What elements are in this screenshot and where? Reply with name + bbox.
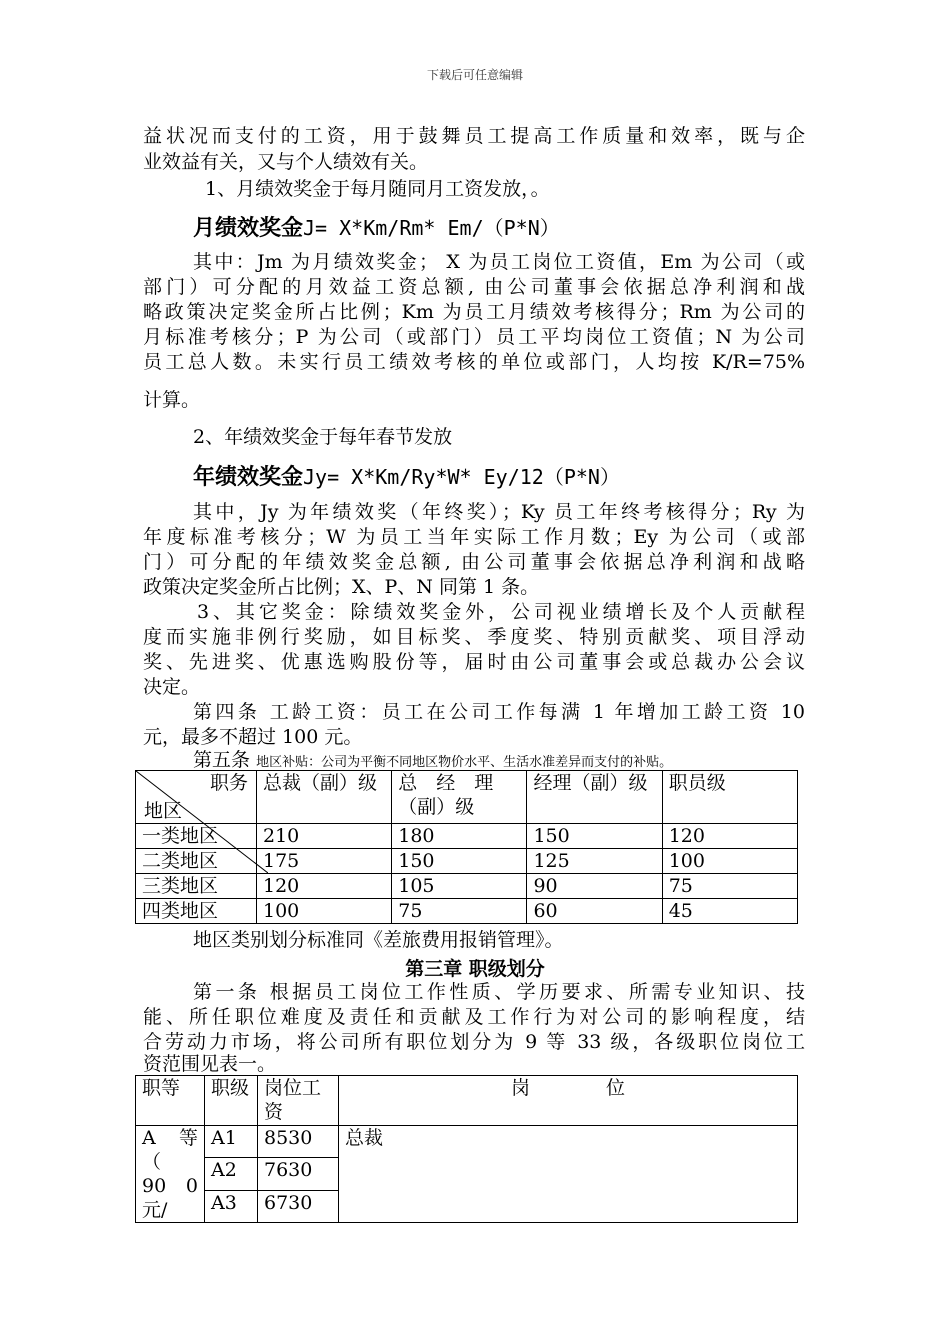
diagonal-header-cell	[136, 771, 257, 824]
paragraph-line: 合劳动力市场，将公司所有职位划分为 9 等 33 级，各级职位岗位工	[143, 1031, 805, 1053]
salary-cell: 6730	[258, 1190, 339, 1222]
column-header: 总 经 理（副）级	[392, 771, 527, 824]
paragraph-line: 月标准考核分；P 为公司（或部门）员工平均岗位工资值；N 为公司	[143, 326, 805, 348]
paragraph-line: 年度标准考核分；W 为员工当年实际工作月数；Ey 为公司（或部	[143, 526, 805, 548]
table-header-row	[136, 1076, 798, 1126]
value-cell: 75	[662, 874, 797, 899]
value-cell: 105	[392, 874, 527, 899]
paragraph-line: 第一条 根据员工岗位工作性质、学历要求、所需专业知识、技	[193, 981, 805, 1003]
table-row	[136, 874, 798, 899]
region-allowance-table	[135, 770, 798, 924]
value-cell: 120	[257, 874, 392, 899]
paragraph-line: 业效益有关，又与个人绩效有关。	[143, 151, 429, 173]
paragraph-line: 度而实施非例行奖励，如目标奖、季度奖、特别贡献奖、项目浮动	[143, 626, 805, 648]
formula-monthly	[193, 211, 560, 242]
value-cell: 120	[662, 824, 797, 849]
value-cell: 175	[257, 849, 392, 874]
column-header: 总裁（副）级	[257, 771, 392, 824]
paragraph-line: 决定。	[143, 676, 201, 698]
job-grade-table	[135, 1075, 798, 1223]
formula-expression: Jy= X*Km/Ry*W* Ey/12（P*N）	[303, 465, 620, 489]
article-text: 地区补贴：公司为平衡不同地区物价水平、生活水准差异而支付的补贴。	[256, 755, 673, 770]
column-header: 岗 位	[339, 1076, 798, 1126]
paragraph-line: 其中，Jy 为年绩效奖（年终奖）；Ky 员工年终考核得分；Ry 为	[193, 501, 805, 523]
value-cell: 125	[527, 849, 662, 874]
salary-cell: 7630	[258, 1158, 339, 1190]
value-cell: 100	[257, 899, 392, 924]
page-header: 下载后可任意编辑	[426, 68, 523, 82]
value-cell: 150	[392, 849, 527, 874]
post-cell: 总裁	[339, 1126, 798, 1223]
paragraph-line: 门）可分配的年绩效奖金总额, 由公司董事会依据总净利润和战略	[143, 551, 805, 573]
value-cell: 210	[257, 824, 392, 849]
formula-label: 年绩效奖金	[193, 465, 304, 490]
value-cell: 45	[662, 899, 797, 924]
value-cell: 60	[527, 899, 662, 924]
article-title: 第五条	[193, 749, 251, 771]
paragraph-line: 政策决定奖金所占比例；X、P、N 同第 1 条。	[143, 576, 540, 598]
chapter-title: 第三章 职级划分	[405, 958, 545, 980]
paragraph-line: 奖、先进奖、优惠选购股份等，届时由公司董事会或总裁办公会议	[143, 651, 805, 673]
table-row	[136, 1126, 798, 1158]
column-header: 岗位工资	[258, 1076, 339, 1126]
column-header: 职员级	[662, 771, 797, 824]
paragraph-line: 其中：Jm 为月绩效奖金； X 为员工岗位工资值，Em 为公司（或	[193, 251, 805, 273]
region-cell: 四类地区	[136, 899, 257, 924]
table-row	[136, 899, 798, 924]
column-header: 职级	[205, 1076, 258, 1126]
paragraph-line: 1、月绩效奖金于每月随同月工资发放，。	[205, 178, 550, 200]
salary-cell: 8530	[258, 1126, 339, 1158]
paragraph-line: 部门）可分配的月效益工资总额, 由公司董事会依据总净利润和战	[143, 276, 805, 298]
region-cell: 一类地区	[136, 824, 257, 849]
column-header: 经理（副）级	[527, 771, 662, 824]
paragraph-line: 资范围见表一。	[143, 1053, 277, 1075]
header-region: 地区	[144, 800, 183, 822]
paragraph-line: 计算。	[143, 389, 201, 411]
formula-yearly	[193, 460, 620, 491]
level-cell: A1	[205, 1126, 258, 1158]
region-cell: 二类地区	[136, 849, 257, 874]
paragraph-line: 元，最多不超过 100 元。	[143, 726, 363, 748]
value-cell: 180	[392, 824, 527, 849]
value-cell: 150	[527, 824, 662, 849]
paragraph-line: 2、年绩效奖金于每年春节发放	[193, 426, 453, 448]
formula-label: 月绩效奖金	[193, 216, 304, 241]
level-cell: A3	[205, 1190, 258, 1222]
paragraph-line: 益状况而支付的工资，用于鼓舞员工提高工作质量和效率，既与企	[143, 125, 805, 147]
paragraph-line: 能、所任职位难度及责任和贡献及工作行为对公司的影响程度，结	[143, 1006, 805, 1028]
grade-cell: A 等（ 90 0 元/	[136, 1126, 205, 1223]
value-cell: 90	[527, 874, 662, 899]
paragraph-line: 员工总人数。未实行员工绩效考核的单位或部门，人均按 K/R=75%	[143, 351, 805, 373]
paragraph-line: 地区类别划分标准同《差旅费用报销管理》。	[193, 929, 564, 951]
region-cell: 三类地区	[136, 874, 257, 899]
table-header-row	[136, 771, 798, 824]
formula-expression: J= X*Km/Rm* Em/（P*N）	[303, 216, 560, 240]
header-position: 职务	[209, 772, 248, 794]
value-cell: 100	[662, 849, 797, 874]
paragraph-line: 第四条 工龄工资：员工在公司工作每满 1 年增加工龄工资 10	[193, 701, 805, 723]
paragraph-line: 3、其它奖金：除绩效奖金外，公司视业绩增长及个人贡献程	[197, 601, 805, 623]
column-header: 职等	[136, 1076, 205, 1126]
paragraph-line: 略政策决定奖金所占比例；Km 为员工月绩效考核得分；Rm 为公司的	[143, 301, 805, 323]
value-cell: 75	[392, 899, 527, 924]
diagonal-line	[136, 771, 268, 873]
level-cell: A2	[205, 1158, 258, 1190]
